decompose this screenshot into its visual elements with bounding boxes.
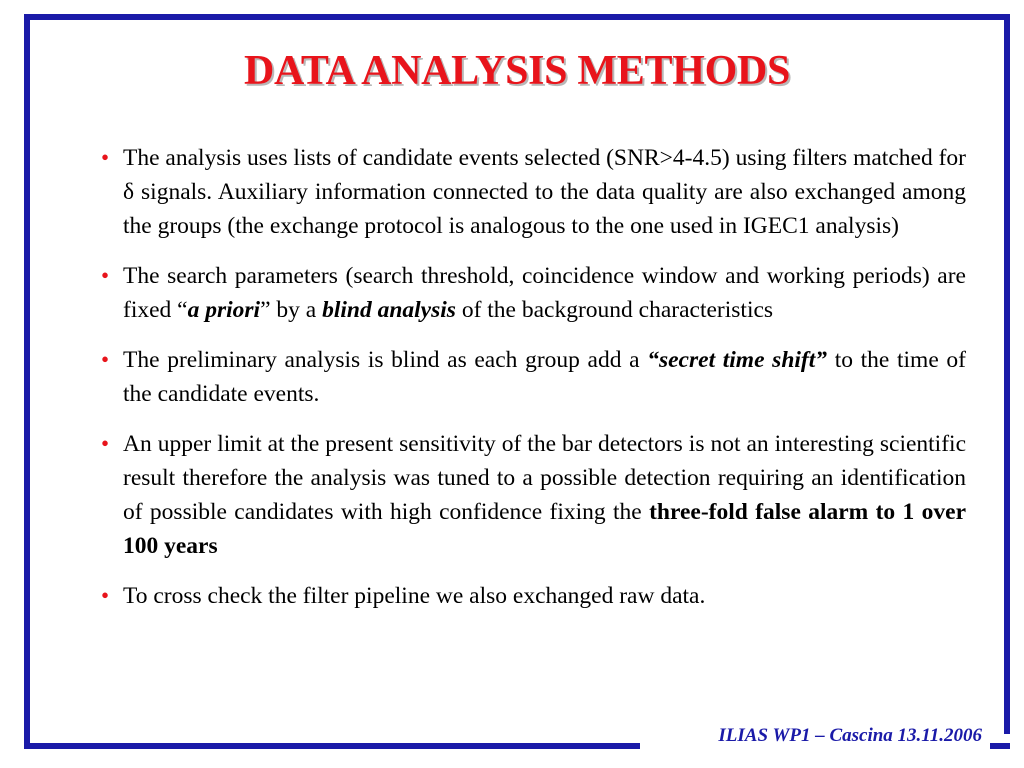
bullet-text: To cross check the filter pipeline we also exchanged raw data. [123,583,706,609]
bullet-list [100,141,966,629]
bullet-text: The analysis uses lists of candidate events selected (SNR>4-4.5) using filters matched for δ signals. Auxiliary information connected to the data quality are also exchanged among the groups (the exchange protocol is analogous to the one used in IGEC1 analysis) [123,145,966,239]
bullet-text-part: to the time of the candidate events. [123,347,966,407]
bullet-text-part: The search parameters (search threshold, coincidence window and working periods) are fixed “ [123,263,966,323]
emphasis-a-priori: a priori [187,297,261,323]
bullet-dot-icon: • [101,347,110,372]
bullet-item-2 [100,259,966,327]
bullet-item-3 [100,343,966,411]
bullet-item-5 [100,579,966,613]
emphasis-false-alarm: three-fold false alarm to 1 over 100 years [123,499,966,559]
frame-bottom-border [24,743,640,749]
emphasis-secret-time-shift: “secret time shift” [647,347,828,373]
bullet-item-1 [100,141,966,243]
bullet-text-part: of the background characteristics [455,297,774,323]
slide-title: DATA ANALYSIS METHODS [243,48,791,94]
frame-top-border [24,14,1010,20]
bullet-dot-icon: • [101,431,110,456]
bullet-dot-icon: • [101,263,110,288]
frame-left-border [24,14,30,749]
emphasis-blind-analysis: blind analysis [322,297,456,323]
bullet-item-4 [100,427,966,563]
slide-footer: ILIAS WP1 – Cascina 13.11.2006 [718,725,982,746]
bullet-dot-icon: • [101,145,110,170]
frame-right-border [1004,14,1010,734]
bullet-text-part: The preliminary analysis is blind as each group add a [123,347,648,373]
bullet-text-part: ” by a [260,297,323,323]
bullet-text-part: An upper limit at the present sensitivity of the bar detectors is not an interesting scientific result therefore the analysis was tuned to a possible detection requiring an identification of possible candidates with high confidence fixing the [123,431,966,525]
frame-bottom-border-tail [990,743,1010,749]
bullet-dot-icon: • [101,583,110,608]
